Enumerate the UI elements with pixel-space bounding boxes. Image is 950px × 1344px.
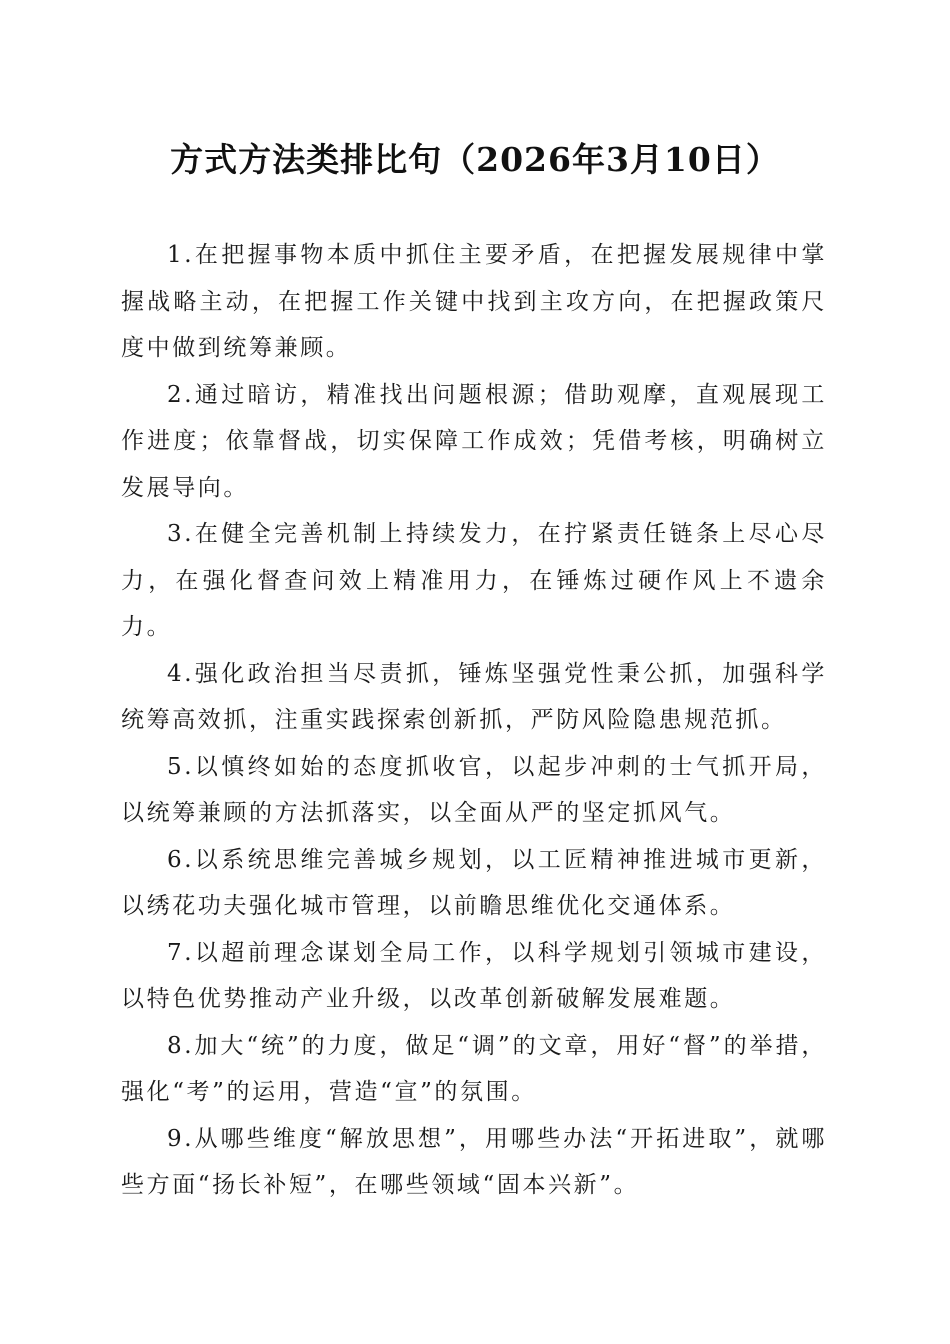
paragraph-9: 9.从哪些维度“解放思想”，用哪些办法“开拓进取”，就哪些方面“扬长补短”，在哪些领域“固本兴新”。 (121, 1125, 827, 1198)
paragraph-8: 8.加大“统”的力度，做足“调”的文章，用好“督”的举措，强化“考”的运用，营造“宣”的氛围。 (121, 1032, 827, 1105)
paragraph-5: 5.以慎终如始的态度抓收官，以起步冲刺的士气抓开局，以统筹兼顾的方法抓落实，以全面从严的坚定抓风气。 (121, 753, 827, 826)
document-title: 方式方法类排比句（2026年3月10日） (170, 140, 780, 179)
paragraph-7: 7.以超前理念谋划全局工作，以科学规划引领城市建设，以特色优势推动产业升级，以改革创新破解发展难题。 (121, 939, 827, 1012)
paragraph-6: 6.以系统思维完善城乡规划，以工匠精神推进城市更新，以绣花功夫强化城市管理，以前瞻思维优化交通体系。 (121, 846, 827, 919)
paragraph-4: 4.强化政治担当尽责抓，锤炼坚强党性秉公抓，加强科学统筹高效抓，注重实践探索创新抓，严防风险隐患规范抓。 (121, 660, 827, 733)
document-body (121, 232, 827, 1209)
paragraph-1: 1.在把握事物本质中抓住主要矛盾，在把握发展规律中掌握战略主动，在把握工作关键中找到主攻方向，在把握政策尺度中做到统筹兼顾。 (121, 242, 827, 361)
paragraph-3: 3.在健全完善机制上持续发力，在拧紧责任链条上尽心尽力，在强化督查问效上精准用力，在锤炼过硬作风上不遗余力。 (121, 521, 827, 640)
paragraph-2: 2.通过暗访，精准找出问题根源；借助观摩，直观展现工作进度；依靠督战，切实保障工作成效；凭借考核，明确树立发展导向。 (121, 381, 827, 501)
